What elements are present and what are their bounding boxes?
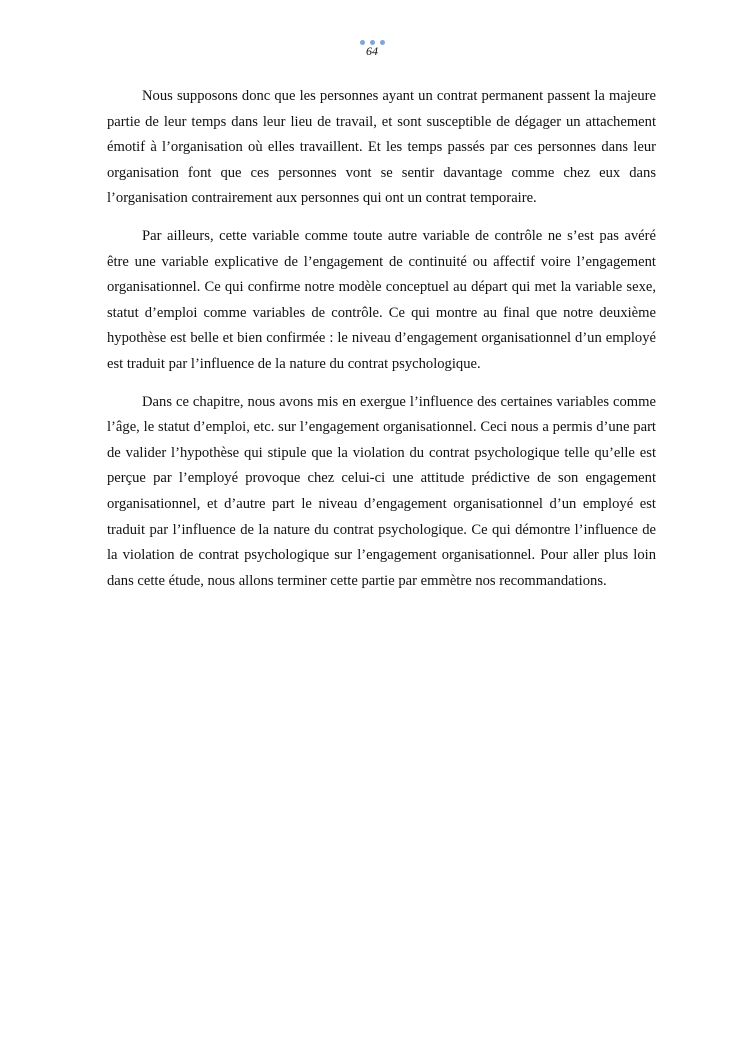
page-header	[0, 40, 744, 57]
paragraph-1: Nous supposons donc que les personnes ayant un contrat permanent passent la majeure partie de leur temps dans leur lieu de travail, et sont susceptible de dégager un attachement émotif à l’organisation où elles travaillent. Et les temps passés par ces personnes dans leur organisation font que ces personnes vont se sentir davantage comme chez eux dans l’organisation contrairement aux personnes qui ont un contrat temporaire.	[107, 88, 656, 207]
paragraph-3: Dans ce chapitre, nous avons mis en exergue l’influence des certaines variables comme l’âge, le statut d’emploi, etc. sur l’engagement organisationnel. Ceci nous a permis d’une part de valider l’hypothèse qui stipule que la violation du contrat psychologique telle qu’elle est perçue par l’employé provoque chez celui-ci une attitude prédictive de son engagement organisationnel, et d’autre part le niveau d’engagement organisationnel d’un employé est traduit par l’influence de la nature du contrat psychologique. Ce qui démontre l’influence de la violation de contrat psychologique sur l’engagement organisationnel. Pour aller plus loin dans cette étude, nous allons terminer cette partie par emmètre nos recommandations.	[107, 393, 656, 589]
dot-icon	[380, 40, 385, 45]
dot-icon	[360, 40, 365, 45]
page-number: 64	[366, 44, 378, 58]
document-body	[107, 84, 656, 606]
paragraph-2: Par ailleurs, cette variable comme toute autre variable de contrôle ne s’est pas avéré être une variable explicative de l’engagement de continuité ou affectif voire l’engagement organisationnel. Ce qui confirme notre modèle conceptuel au départ qui met la variable sexe, statut d’emploi comme variables de contrôle. Ce qui montre au final que notre deuxième hypothèse est belle et bien confirmée : le niveau d’engagement organisationnel d’un employé est traduit par l’influence de la nature du contrat psychologique.	[107, 227, 656, 372]
